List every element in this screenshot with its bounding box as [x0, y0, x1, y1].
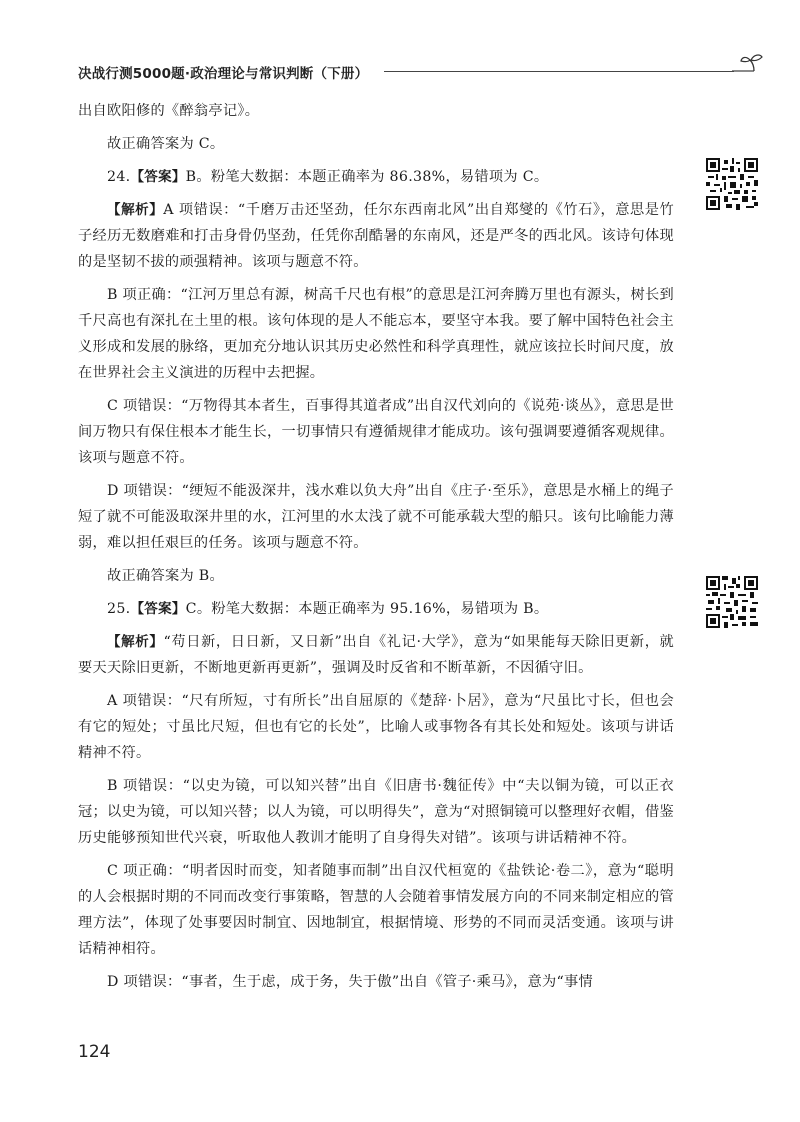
paragraph-text: “苟日新，日日新，又日新”出自《礼记·大学》，意为“如果能每天除旧更新，就要天天除旧更新，不断地更新再更新”，强调及时反省和不断革新，不因循守旧。 — [78, 634, 675, 676]
answer-tag: 【答案】 — [130, 169, 186, 185]
paragraph — [78, 131, 674, 157]
sprout-icon — [730, 52, 764, 78]
explanation-paragraph — [78, 197, 674, 275]
paragraph-text: C 项错误：“万物得其本者生，百事得其道者成”出自汉代刘向的《说苑·谈丛》，意思是世间万物只有保住根本才能生长，一切事情只有遵循规律才能成功。该句强调要遵循客观规律。该项与题意不符。 — [78, 398, 674, 466]
paragraph-text: D 项错误：“事者，生于虑，成于务，失于傲”出自《管子·乘马》，意为“事情 — [107, 974, 593, 990]
paragraph-text: C。粉笔大数据：本题正确率为 95.16%，易错项为 B。 — [185, 601, 549, 617]
qr-code-1 — [706, 158, 758, 210]
paragraph-text: 故正确答案为 C。 — [107, 136, 225, 152]
paragraph-text: A 项错误：“尺有所短，寸有所长”出自屈原的《楚辞·卜居》，意为“尺虽比寸长，但也会有它的短处；寸虽比尺短，但也有它的长处”，比喻人或事物各有其长处和短处。该项与讲话精神不符。 — [78, 693, 674, 761]
explanation-paragraph — [78, 629, 674, 681]
paragraph-text: B 项正确：“江河万里总有源，树高千尺也有根”的意思是江河奔腾万里也有源头，树长到千尺高也有深扎在土里的根。该句体现的是人不能忘本，要坚守本我。要了解中国特色社会主义形成和发展的脉络，更加充分地认识其历史必然性和科学真理性，就应该拉长时间尺度，放在世界社会主义演进的历程中去把握。 — [78, 287, 674, 381]
analysis-tag: 【解析】 — [107, 202, 164, 218]
answer-line — [78, 164, 674, 190]
paragraph — [78, 773, 674, 851]
paragraph-text: 故正确答案为 B。 — [107, 568, 224, 584]
answer-explanations — [78, 98, 674, 1002]
paragraph-text: A 项错误：“千磨万击还坚劲，任尔东西南北风”出自郑燮的《竹石》，意思是竹子经历无数磨难和打击身骨仍坚劲，任凭你刮酷暑的东南风，还是严冬的西北风。该诗句体现的是坚韧不拔的顽强精神。该项与题意不符。 — [78, 202, 674, 270]
qr-code-2 — [706, 576, 758, 628]
paragraph-text: 出自欧阳修的《醉翁亭记》。 — [78, 103, 260, 119]
page-header — [0, 52, 800, 92]
qr-code-icon — [706, 158, 758, 210]
paragraph-text: C 项正确：“明者因时而变，知者随事而制”出自汉代桓宽的《盐铁论·卷二》，意为“聪明的人会根据时期的不同而改变行事策略，智慧的人会随着事情发展方向的不同来制定相应的管理方法”，体现了处事要因时制宜、因地制宜，根据情境、形势的不同而灵活变通。该项与讲话精神相符。 — [78, 863, 674, 957]
paragraph — [78, 478, 674, 556]
paragraph — [78, 969, 674, 995]
question-number: 24. — [107, 169, 131, 185]
header-title: 决战行测5000题·政治理论与常识判断（下册） — [78, 66, 369, 82]
page-number: 124 — [78, 1042, 111, 1062]
answer-line — [78, 596, 674, 622]
qr-code-icon — [706, 576, 758, 628]
paragraph — [78, 563, 674, 589]
paragraph — [78, 98, 674, 124]
header-rule — [384, 71, 734, 72]
paragraph-text: B。粉笔大数据：本题正确率为 86.38%，易错项为 C。 — [185, 169, 549, 185]
analysis-tag: 【解析】 — [107, 634, 164, 650]
paragraph — [78, 282, 674, 386]
paragraph-text: D 项错误：“绠短不能汲深井，浅水难以负大舟”出自《庄子·至乐》，意思是水桶上的绳子短了就不可能汲取深井里的水，江河里的水太浅了就不可能承载大型的船只。该句比喻能力薄弱，难以担任艰巨的任务。该项与题意不符。 — [78, 483, 674, 551]
paragraph — [78, 393, 674, 471]
answer-tag: 【答案】 — [130, 601, 186, 617]
question-number: 25. — [107, 601, 131, 617]
paragraph-text: B 项错误：“以史为镜，可以知兴替”出自《旧唐书·魏征传》中“夫以铜为镜，可以正衣冠；以史为镜，可以知兴替；以人为镜，可以明得失”，意为“对照铜镜可以整理好衣帽，借鉴历史能够预知世代兴衰，听取他人教训才能明了自身得失对错”。该项与讲话精神不符。 — [78, 778, 674, 846]
paragraph — [78, 858, 674, 962]
paragraph — [78, 688, 674, 766]
